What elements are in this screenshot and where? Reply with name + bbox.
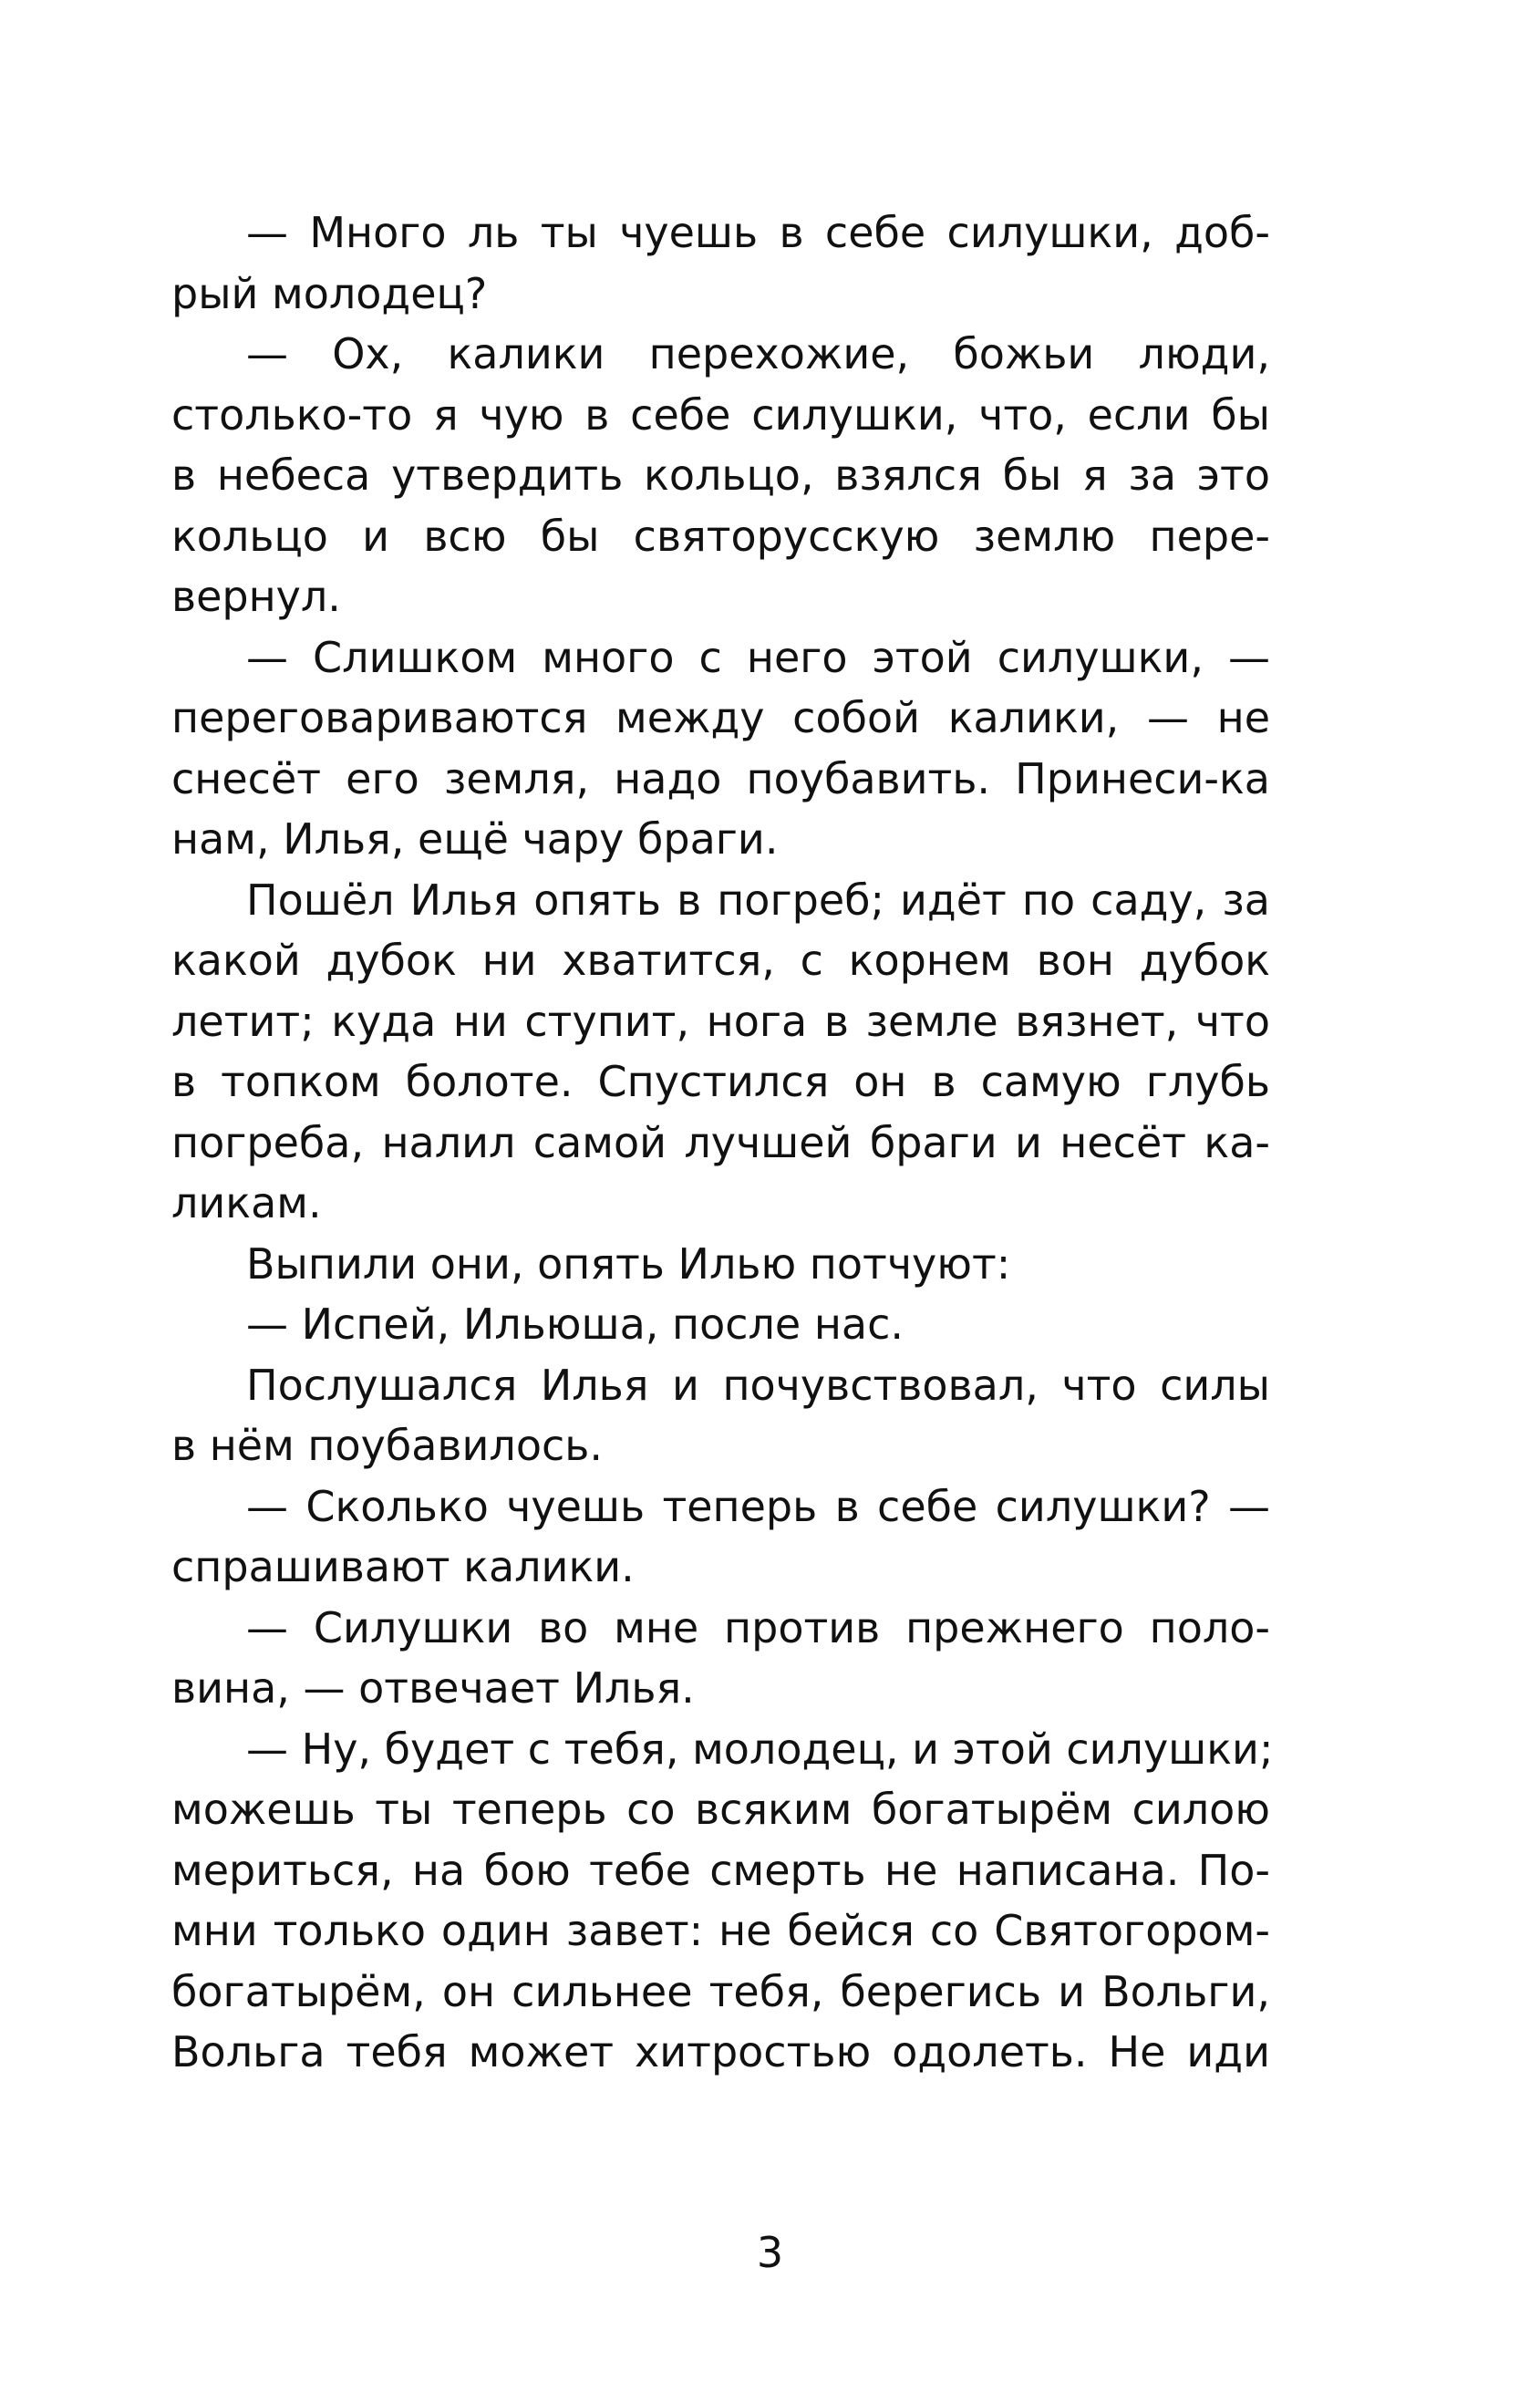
text-line: летит; куда ни ступит, нога в земле вязнет, что [171,996,1270,1046]
text-line: нам, Илья, ещё чару браги. [171,814,779,864]
text-line: кольцо и всю бы святорусскую землю пере- [171,511,1270,561]
text-line: какой дубок ни хватится, с корнем вон дубок [171,936,1270,985]
text-line: — Сколько чуешь теперь в себе силушки? — [246,1481,1270,1531]
text-line: рый молодец? [171,268,488,318]
page-number: 3 [756,2228,784,2277]
text-line: — Ну, будет с тебя, молодец, и этой силушки; [246,1724,1274,1774]
text-line: мни только один завет: не бейся со Святогором- [171,1906,1270,1955]
body-text [171,202,1274,2083]
text-line: — Ох, калики перехожие, божьи люди, [246,329,1270,378]
text-line: в топком болоте. Спустился он в самую глубь [171,1057,1270,1106]
text-line: мериться, на бою тебе смерть не написана. По- [171,1845,1270,1895]
text-line: переговариваются между собой калики, — не [171,693,1270,742]
text-line: Послушался Илья и почувствовал, что силы [246,1360,1270,1410]
text-line: в нём поубавилось. [171,1421,604,1470]
text-line: богатырём, он сильнее тебя, берегись и Вольги, [171,1966,1270,2016]
text-line: Вольга тебя может хитростью одолеть. Не иди [171,2027,1270,2076]
text-line: спрашивают калики. [171,1542,635,1591]
text-line: можешь ты теперь со всяким богатырём силою [171,1785,1270,1834]
text-line: — Слишком много с него этой силушки, — [246,632,1270,682]
text-line: ликам. [171,1178,322,1227]
text-line: погреба, налил самой лучшей браги и несёт ка- [171,1117,1270,1167]
text-line: — Много ль ты чуешь в себе силушки, доб- [246,208,1270,257]
text-line: в небеса утвердить кольцо, взялся бы я за это [171,450,1270,500]
text-line: снесёт его земля, надо поубавить. Принеси-ка [171,753,1270,803]
text-line: Выпили они, опять Илью потчуют: [246,1238,1011,1289]
text-line: столько-то я чую в себе силушки, что, если бы [171,389,1270,440]
text-line: вернул. [171,572,341,621]
text-line: Пошёл Илья опять в погреб; идёт по саду, за [246,875,1270,925]
text-line: вина, — отвечает Илья. [171,1663,695,1713]
text-line: — Испей, Ильюша, после нас. [246,1300,904,1349]
text-line: — Силушки во мне против прежнего поло- [246,1602,1270,1652]
